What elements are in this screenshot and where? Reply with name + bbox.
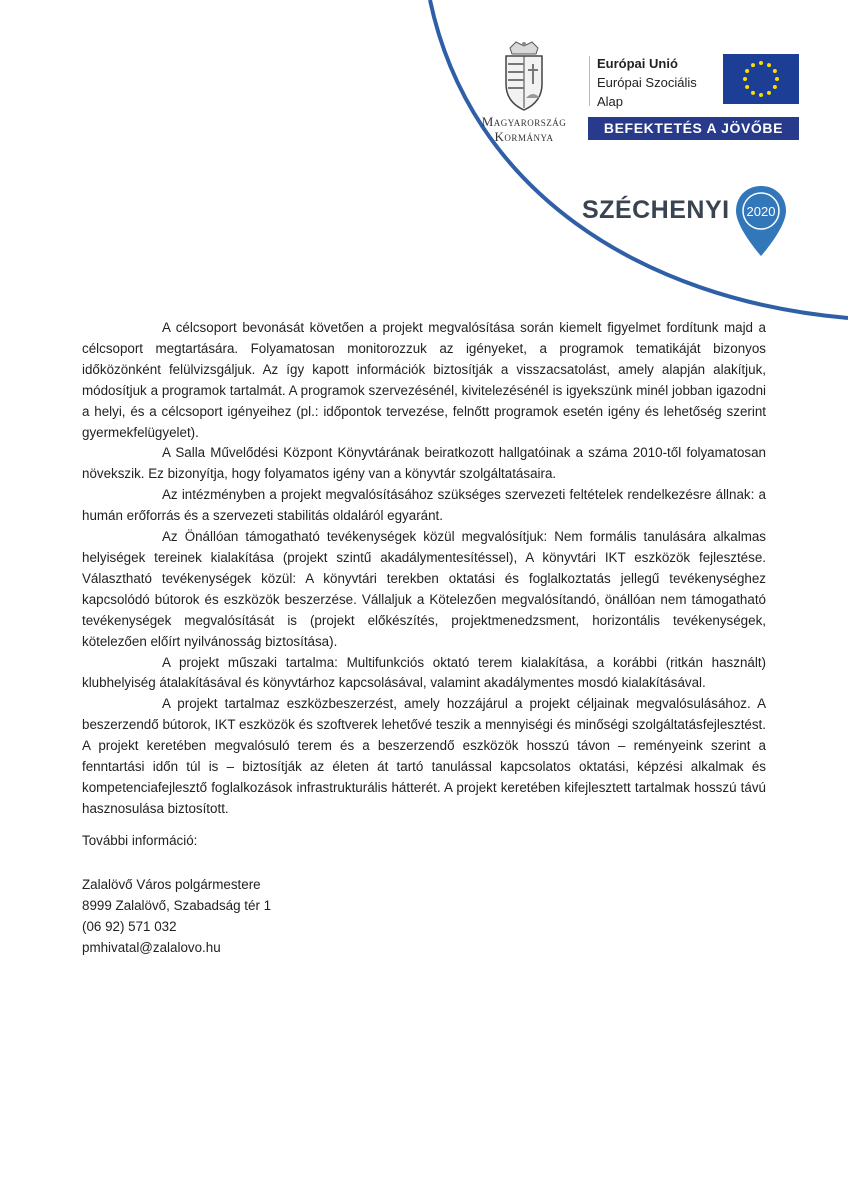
contact-name: Zalalövő Város polgármestere: [82, 877, 261, 892]
szechenyi-year: 2020: [746, 204, 776, 219]
eu-star: [767, 63, 771, 67]
eu-star: [751, 63, 755, 67]
paragraph: A projekt műszaki tartalma: Multifunkciós oktató terem kialakítása, a korábbi (ritkán használt) klubhelyiség átalakításával és könyvtárhoz kapcsolásával, valamint akadálymentes mosdó kialakításával.: [82, 654, 766, 691]
more-info-label: További információ:: [82, 833, 198, 848]
eu-star: [759, 61, 763, 65]
eu-star: [759, 93, 763, 97]
eu-star: [743, 77, 747, 81]
contact-block: [82, 875, 271, 959]
decorative-arc: [0, 0, 848, 320]
contact-address: 8999 Zalalövő, Szabadság tér 1: [82, 897, 272, 913]
logo-divider: [589, 56, 590, 106]
eu-line-3: Alap: [597, 94, 624, 109]
eu-star: [773, 69, 777, 73]
eu-star: [767, 91, 771, 95]
paragraph: A projekt tartalmaz eszközbeszerzést, amely hozzájárul a projekt céljainak megvalósulásához. A beszerzendő bútorok, IKT eszközök és szoftverek lehetővé teszik a mennyiségi és minőségi szolgáltatásfejlesztést. A projekt keretében megvalósuló terem és a beszerzendő eszközök hosszú távon – reményeink szerint a fenntartási időn túl is – biztosítják az életen át tartó tanulással kapcsolatos oktatási, képzési alkalmak és kompetenciafejlesztő foglalkozások infrastrukturális hátterét. A projekt keretében kifejlesztett tartalmak hosszú távú hasznosulása biztosított.: [82, 696, 766, 816]
investment-banner: BEFEKTETÉS A JÖVŐBE: [588, 117, 799, 140]
szechenyi-logo-text: SZÉCHENYI: [582, 196, 730, 224]
eu-label: [597, 54, 697, 111]
paragraph: A célcsoport bevonását követően a projekt megvalósítása során kiemelt figyelmet fordítunk majd a célcsoport megtartására. Folyamatosan monitorozzuk az igényeket, a programok tematikáját bizonyos időközönként felülvizsgáljuk. Az így kapott információk biztosítják a visszacsatolást, amely alapján alakítjuk, módosítjuk a programok tartalmát. A programok szervezésénél, kivitelezésénél is igyekszünk minél jobban igazodni a helyi, és a célcsoport igényeihez (pl.: időpontok tervezése, felnőtt programok esetén igény és lehetőség szerint gyermekfelügyelet).: [82, 320, 766, 440]
eu-star: [773, 85, 777, 89]
contact-email[interactable]: pmhivatal@zalalovo.hu: [82, 939, 221, 955]
government-line-1: Magyarország: [481, 114, 567, 129]
paragraph: Az intézményben a projekt megvalósításához szükséges szervezeti feltételek rendelkezésre állnak: a humán erőforrás és a szervezeti stabilitás oldaláról egyaránt.: [82, 487, 766, 524]
eu-title: Európai Unió: [597, 56, 678, 71]
contact-phone: (06 92) 571 032: [82, 918, 177, 934]
eu-star: [751, 91, 755, 95]
eu-star: [745, 85, 749, 89]
document-body: [82, 318, 766, 820]
eu-star: [775, 77, 779, 81]
paragraph: Az Önállóan támogatható tevékenységek közül megvalósítjuk: Nem formális tanulására alkalmas helyiségek tereinek kialakítása (projekt szintű akadálymentesítéssel), A könyvtári IKT eszközök fejlesztése. Választható tevékenységek közül: A könyvtári terekben oktatási és foglalkoztatás jellegű tevékenységhez kapcsolódó bútorok és eszközök beszerzése. Vállaljuk a Kötelezően megvalósítandó, önállóan nem támogatható tevékenységek megvalósítását is (projekt előkészítés, projektmenedzsment, horizontális tevékenységek, kötelezően előírt nyilvánosság biztosítása).: [82, 529, 766, 649]
location-pin-icon: [733, 184, 789, 258]
paragraph: A Salla Művelődési Központ Könyvtárának beiratkozott hallgatóinak a száma 2010-től folyamatosan növekszik. Ez bizonyítja, hogy folyamatos igény van a könyvtár szolgáltatásaira.: [82, 445, 766, 482]
eu-line-2: Európai Szociális: [597, 75, 697, 90]
hungarian-coat-of-arms-icon: [496, 40, 552, 114]
eu-flag-icon: [723, 54, 799, 104]
government-line-2: Kormánya: [494, 129, 554, 144]
government-label: [458, 114, 590, 144]
eu-star: [745, 69, 749, 73]
